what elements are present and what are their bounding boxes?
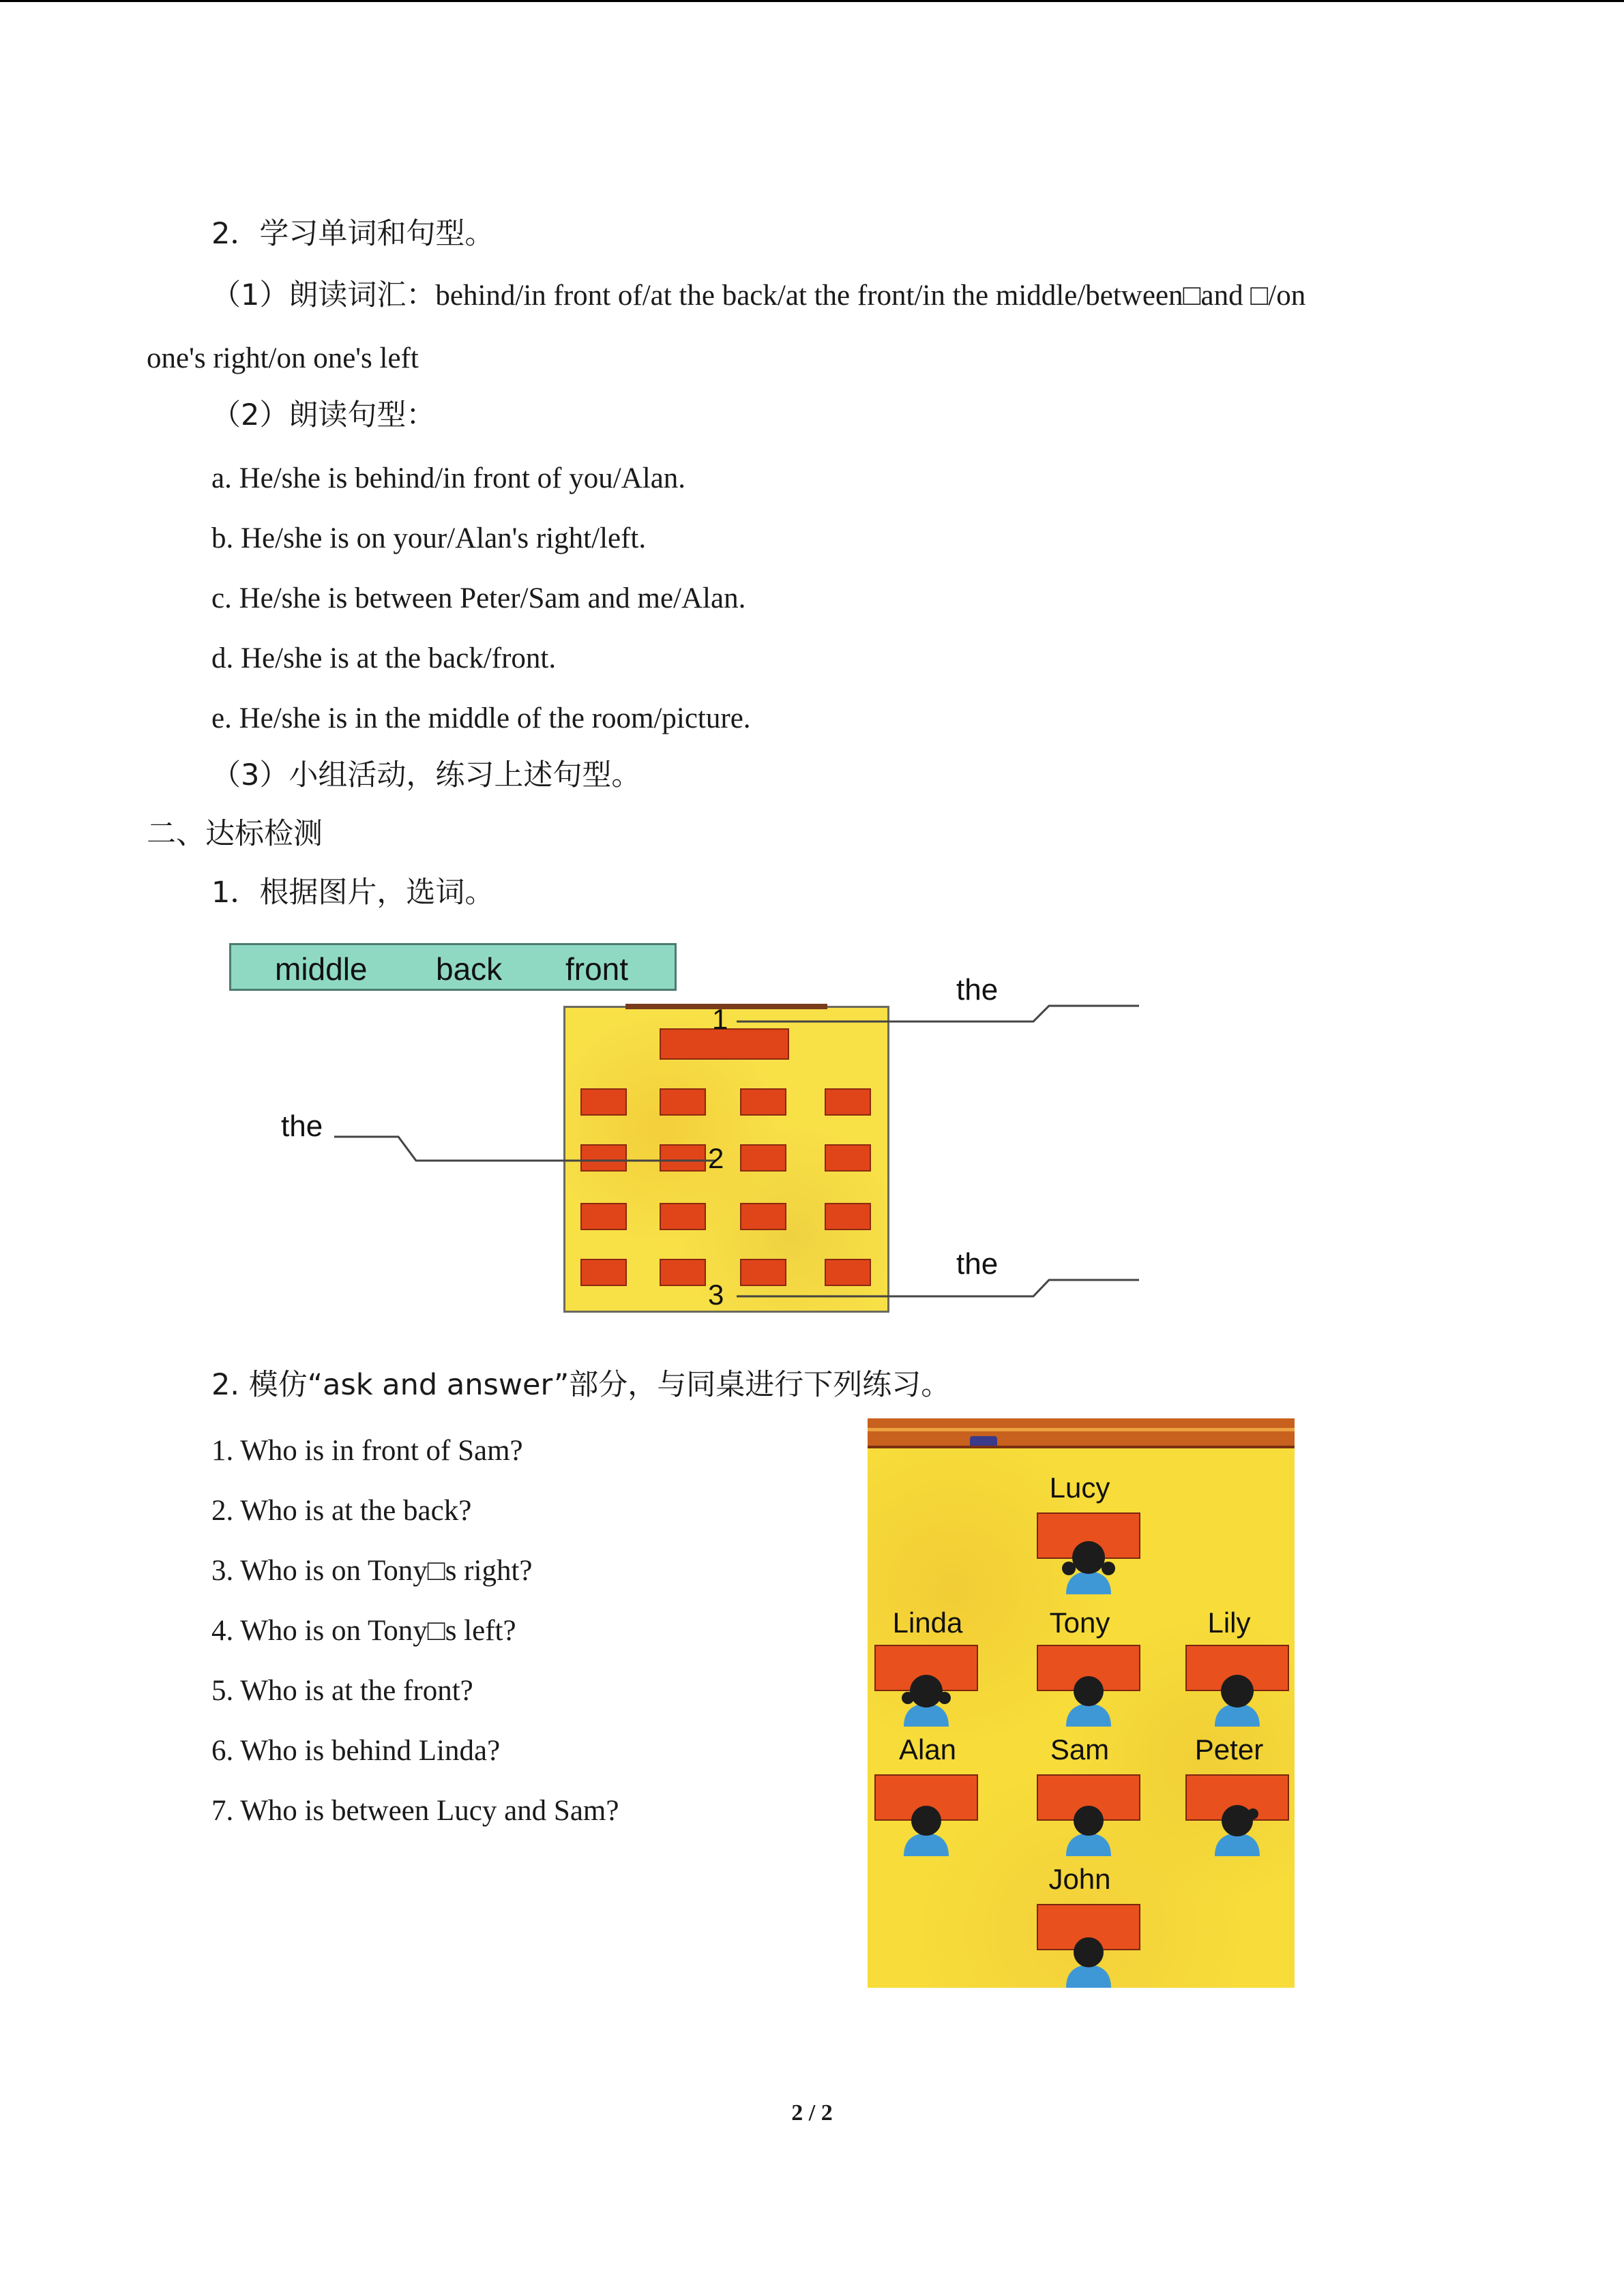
student-name-linda: Linda [892,1607,963,1639]
pattern-b: b. He/she is on your/Alan's right/left. [211,522,647,554]
student-figure-sam [1058,1795,1119,1856]
student-figure-tony [1058,1665,1119,1727]
vocab-label: （1）朗读词汇： [211,278,436,312]
student-figure-peter [1207,1795,1268,1856]
vocab-line-continued: one's right/on one's left [147,342,419,374]
question-item-6: 6. Who is behind Linda? [211,1735,501,1767]
student-name-sam: Sam [1050,1733,1110,1765]
classroom-plan-figure [225,938,1153,1320]
question-item-5: 5. Who is at the front? [211,1675,473,1707]
student-name-tony: Tony [1049,1607,1110,1639]
answer-label-bottom: the [956,1247,999,1281]
student-name-lucy: Lucy [1049,1472,1110,1504]
student-figure-lily [1207,1665,1268,1727]
number-1: 1 [712,1003,728,1035]
question-item-4: 4. Who is on Tony□s left? [211,1615,516,1647]
seating-chart-figure [868,1418,1295,1988]
student-name-lily: Lily [1207,1607,1251,1639]
number-2: 2 [708,1142,724,1174]
question-item-1: 1. Who is in front of Sam? [211,1435,523,1467]
question-2-text: 2. 模仿“ask and answer”部分，与同桌进行下列练习。 [211,1368,951,1402]
patterns-label: （2）朗读句型： [211,398,436,432]
student-figure-lucy [1058,1533,1119,1594]
question-item-2: 2. Who is at the back? [211,1495,472,1527]
word-front: front [565,951,629,987]
answer-label-top: the [956,973,999,1007]
top-rule [0,0,1624,2]
section-heading: 2．学习单词和句型。 [211,217,494,251]
word-middle: middle [275,951,368,987]
question-2-instruction [211,1368,950,1403]
group-activity: （3）小组活动，练习上述句型。 [211,758,641,792]
vocab-line [211,278,1305,314]
student-name-john: John [1048,1863,1111,1895]
number-3: 3 [708,1279,724,1311]
question-item-7: 7. Who is between Lucy and Sam? [211,1795,619,1827]
student-name-alan: Alan [898,1733,957,1765]
blackboard [868,1418,1295,1448]
student-figure-john [1058,1926,1119,1988]
pattern-e: e. He/she is in the middle of the room/picture. [211,702,751,734]
answer-label-left: the [281,1109,323,1143]
pattern-d: d. He/she is at the back/front. [211,642,557,674]
student-figure-alan [896,1795,957,1856]
pattern-a: a. He/she is behind/in front of you/Alan. [211,462,686,494]
vocab-words: behind/in front of/at the back/at the front/in the middle/between□and □/on [435,280,1306,312]
word-back: back [436,951,503,987]
pattern-c: c. He/she is between Peter/Sam and me/Alan. [211,582,746,614]
student-figure-linda [896,1665,957,1727]
pointer-lines [225,938,1153,1320]
question-item-3: 3. Who is on Tony□s right? [211,1555,533,1587]
test-heading: 二、达标检测 [147,817,323,851]
page-number: 2 / 2 [791,2100,833,2126]
student-name-peter: Peter [1194,1733,1264,1765]
question-1-instruction: 1．根据图片，选词。 [211,876,494,910]
board-eraser [970,1436,997,1446]
